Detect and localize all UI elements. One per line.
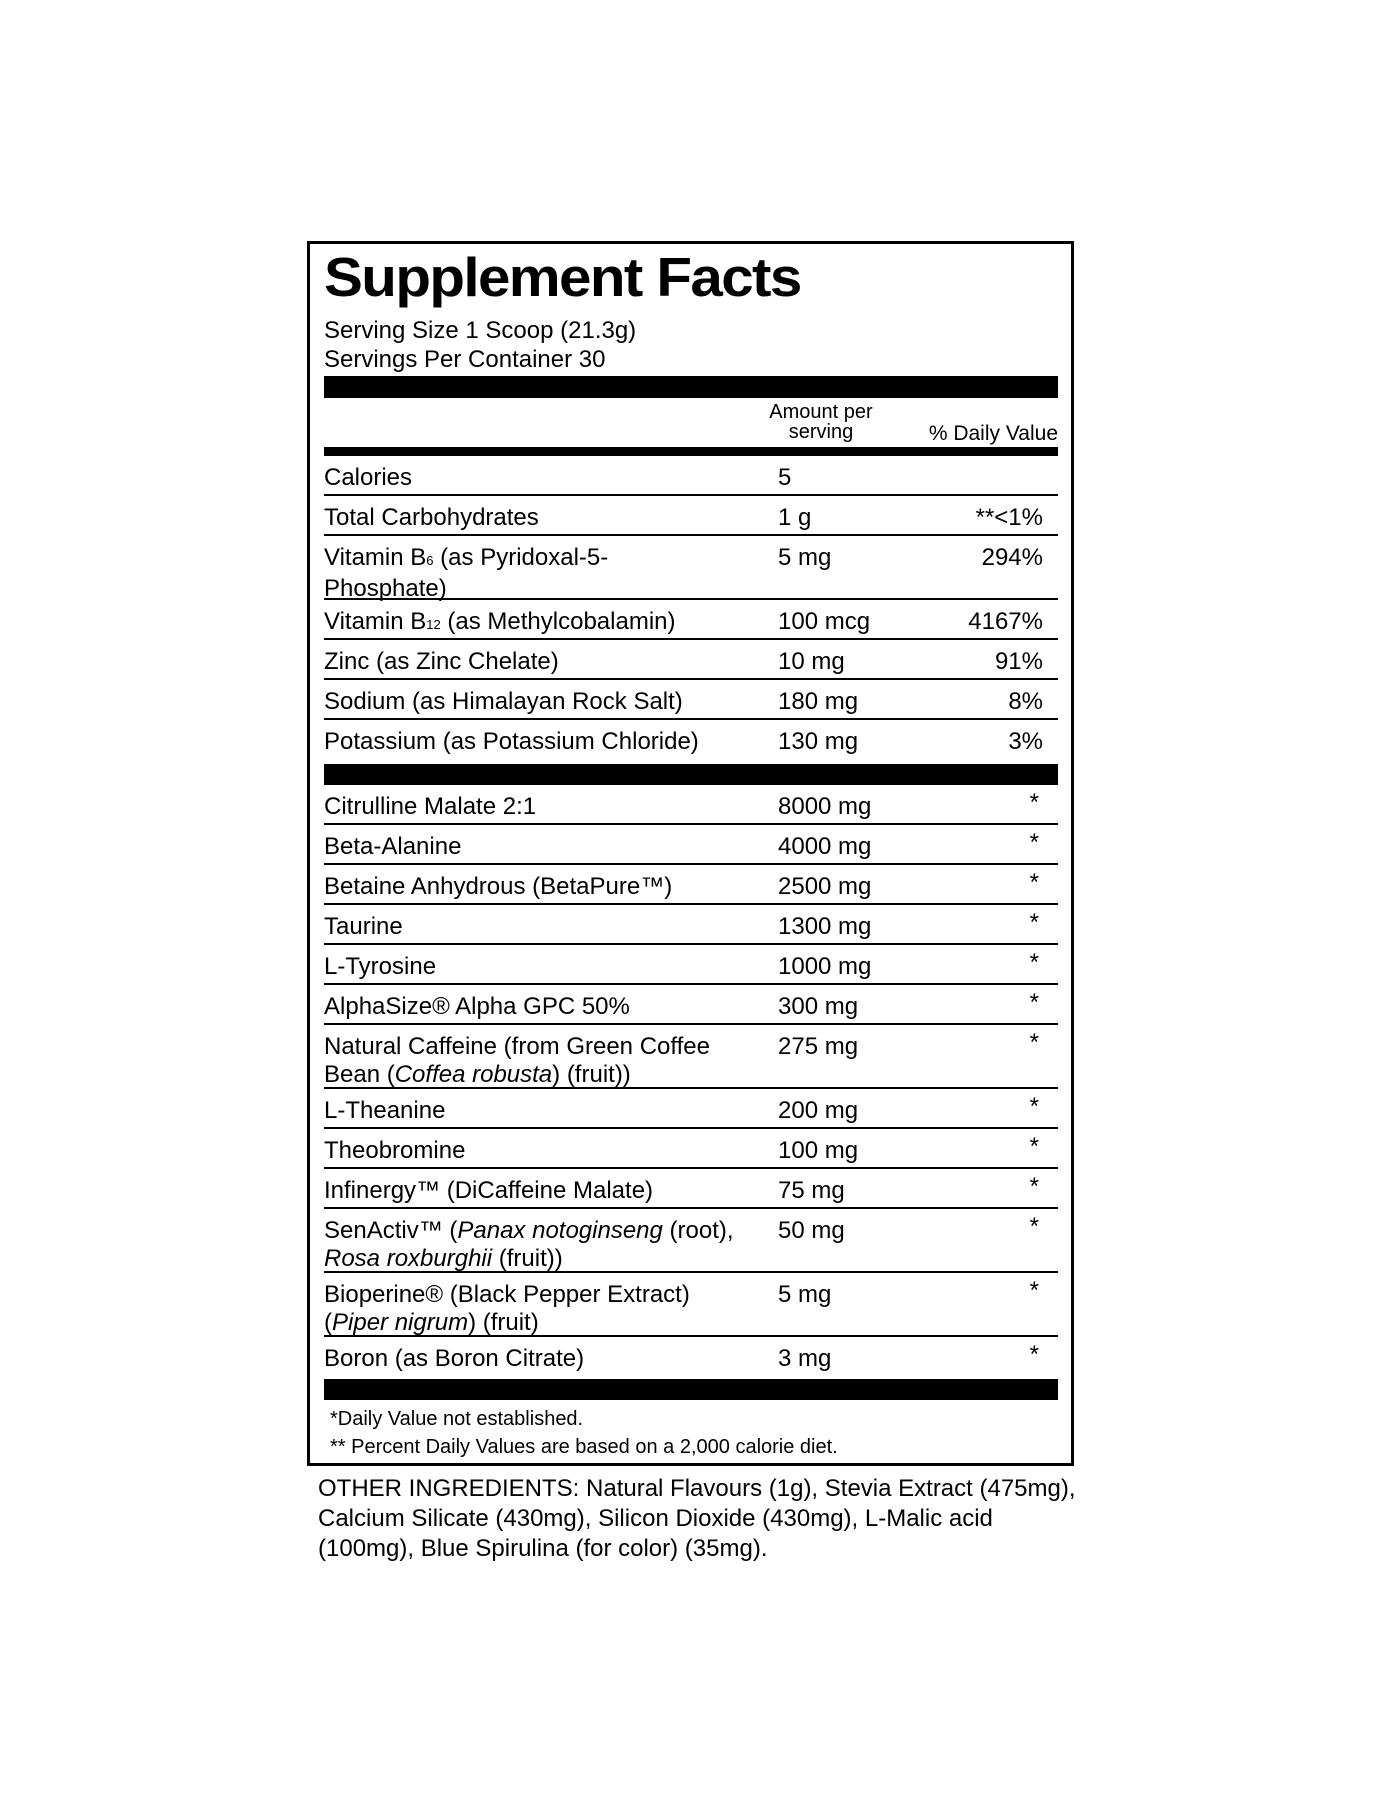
ingredient-name: Infinergy™ (DiCaffeine Malate) <box>324 1177 654 1204</box>
ingredient-amount: 50 mg <box>778 1217 845 1244</box>
name-italic: Coffea robusta <box>394 1061 553 1088</box>
ingredient-name: Beta-Alanine <box>324 833 462 860</box>
nutrient-amount: 5 <box>778 464 792 491</box>
table-row <box>324 536 1058 600</box>
nutrient-name: Calories <box>324 464 413 491</box>
amount-per-serving-header <box>750 402 892 442</box>
header-thick-bar <box>324 447 1058 456</box>
ingredient-name: L-Theanine <box>324 1097 446 1124</box>
ingredient-daily-value: * <box>1029 1093 1039 1120</box>
serving-size: Serving Size 1 Scoop (21.3g) <box>324 317 637 344</box>
name-italic: Piper nigrum <box>332 1309 469 1336</box>
table-row <box>324 600 1058 640</box>
nutrient-amount: 1 g <box>778 504 812 531</box>
table-row <box>324 905 1058 945</box>
ingredient-amount: 275 mg <box>778 1033 859 1060</box>
ingredient-daily-value: * <box>1029 1133 1039 1160</box>
panel-title: Supplement Facts <box>324 246 801 308</box>
nutrient-daily-value: **<1% <box>975 504 1043 531</box>
ingredient-amount: 75 mg <box>778 1177 845 1204</box>
nutrient-amount: 10 mg <box>778 648 845 675</box>
nutrient-daily-value: 3% <box>1008 728 1043 755</box>
name-part: (as Methylcobalamin) <box>440 608 676 635</box>
ingredient-name <box>324 1281 744 1337</box>
ingredient-name: Theobromine <box>324 1137 466 1164</box>
name-part: Natural Caffeine (from Green Coffee Bean ( <box>324 1033 710 1088</box>
table-row <box>324 865 1058 905</box>
table-row <box>324 1089 1058 1129</box>
name-part: (as Pyridoxal-5-Phosphate) <box>324 544 609 602</box>
table-row <box>324 1169 1058 1209</box>
name-part: Vitamin B <box>324 544 427 571</box>
name-part: (root), <box>662 1217 734 1244</box>
other-ingredients: OTHER INGREDIENTS: Natural Flavours (1g), Stevia Extract (475mg), Calcium Silicate (430mg), Silicon Dioxide (430mg), L-Malic acid (100mg), Blue Spirulina (for color) (35mg). <box>318 1475 1076 1562</box>
ingredient-name: Citrulline Malate 2:1 <box>324 793 537 820</box>
ingredient-daily-value: * <box>1029 1341 1039 1368</box>
table-row <box>324 785 1058 825</box>
name-italic: Panax notoginseng <box>457 1217 663 1244</box>
ingredient-amount: 3 mg <box>778 1345 832 1372</box>
nutrient-daily-value: 294% <box>981 544 1043 571</box>
table-row <box>324 456 1058 496</box>
nutrient-name <box>324 608 759 639</box>
nutrient-daily-value: 91% <box>994 648 1043 675</box>
footnote-daily-value: *Daily Value not established. <box>330 1408 584 1430</box>
supplement-facts-panel <box>307 241 1074 1466</box>
nutrient-name: Potassium (as Potassium Chloride) <box>324 728 699 755</box>
nutrient-amount: 180 mg <box>778 688 859 715</box>
ingredient-daily-value: * <box>1029 1173 1039 1200</box>
ingredient-daily-value: * <box>1029 1213 1039 1240</box>
name-part: (fruit)) <box>492 1245 563 1272</box>
ingredient-daily-value: * <box>1029 829 1039 856</box>
ingredient-name: Betaine Anhydrous (BetaPure™) <box>324 873 673 900</box>
nutrient-amount: 130 mg <box>778 728 859 755</box>
amount-header-line2: serving <box>788 421 854 443</box>
name-part: SenActiv™ ( <box>324 1217 458 1244</box>
ingredient-name: Boron (as Boron Citrate) <box>324 1345 585 1372</box>
name-part: Bioperine® (Black Pepper Extract) ( <box>324 1281 690 1336</box>
table-row <box>324 945 1058 985</box>
table-row <box>324 640 1058 680</box>
ingredient-name: AlphaSize® Alpha GPC 50% <box>324 993 630 1020</box>
ingredient-name <box>324 1033 744 1089</box>
nutrient-amount: 5 mg <box>778 544 832 571</box>
ingredient-amount: 8000 mg <box>778 793 872 820</box>
ingredient-name: L-Tyrosine <box>324 953 437 980</box>
ingredient-amount: 1000 mg <box>778 953 872 980</box>
ingredient-amount: 5 mg <box>778 1281 832 1308</box>
ingredient-daily-value: * <box>1029 789 1039 816</box>
ingredient-daily-value: * <box>1029 1277 1039 1304</box>
ingredient-daily-value: * <box>1029 909 1039 936</box>
table-row <box>324 1209 1058 1273</box>
nutrient-name <box>324 544 624 603</box>
nutrient-daily-value: 8% <box>1008 688 1043 715</box>
name-part: ) (fruit) <box>468 1309 539 1336</box>
name-part: Vitamin B <box>324 608 427 635</box>
name-italic: Rosa roxburghii <box>324 1245 493 1272</box>
ingredient-amount: 4000 mg <box>778 833 872 860</box>
footnote-percent-basis: ** Percent Daily Values are based on a 2,000 calorie diet. <box>330 1436 838 1458</box>
ingredient-amount: 100 mg <box>778 1137 859 1164</box>
ingredient-daily-value: * <box>1029 869 1039 896</box>
ingredient-amount: 300 mg <box>778 993 859 1020</box>
table-row <box>324 680 1058 720</box>
table-row <box>324 985 1058 1025</box>
table-row <box>324 720 1058 760</box>
bottom-thick-bar <box>324 1379 1058 1400</box>
table-row <box>324 496 1058 536</box>
table-row <box>324 1025 1058 1089</box>
ingredient-name: Taurine <box>324 913 403 940</box>
ingredient-amount: 1300 mg <box>778 913 872 940</box>
ingredient-name <box>324 1217 754 1273</box>
ingredient-daily-value: * <box>1029 989 1039 1016</box>
table-row <box>324 1337 1058 1377</box>
amount-header-line1: Amount per <box>769 401 873 423</box>
name-subscript: 12 <box>426 617 441 632</box>
name-subscript: 6 <box>426 553 434 568</box>
nutrient-name: Total Carbohydrates <box>324 504 539 531</box>
table-row <box>324 825 1058 865</box>
nutrient-amount: 100 mcg <box>778 608 871 635</box>
ingredient-daily-value: * <box>1029 949 1039 976</box>
table-row <box>324 1129 1058 1169</box>
middle-thick-bar <box>324 764 1058 785</box>
servings-per-container: Servings Per Container 30 <box>324 346 606 373</box>
top-thick-bar <box>324 376 1058 398</box>
daily-value-header: % Daily Value <box>928 422 1058 445</box>
ingredient-amount: 2500 mg <box>778 873 872 900</box>
nutrient-name: Sodium (as Himalayan Rock Salt) <box>324 688 683 715</box>
nutrient-daily-value: 4167% <box>968 608 1043 635</box>
nutrient-name: Zinc (as Zinc Chelate) <box>324 648 559 675</box>
table-row <box>324 1273 1058 1337</box>
ingredient-amount: 200 mg <box>778 1097 859 1124</box>
name-part: ) (fruit)) <box>552 1061 631 1088</box>
ingredient-daily-value: * <box>1029 1029 1039 1056</box>
